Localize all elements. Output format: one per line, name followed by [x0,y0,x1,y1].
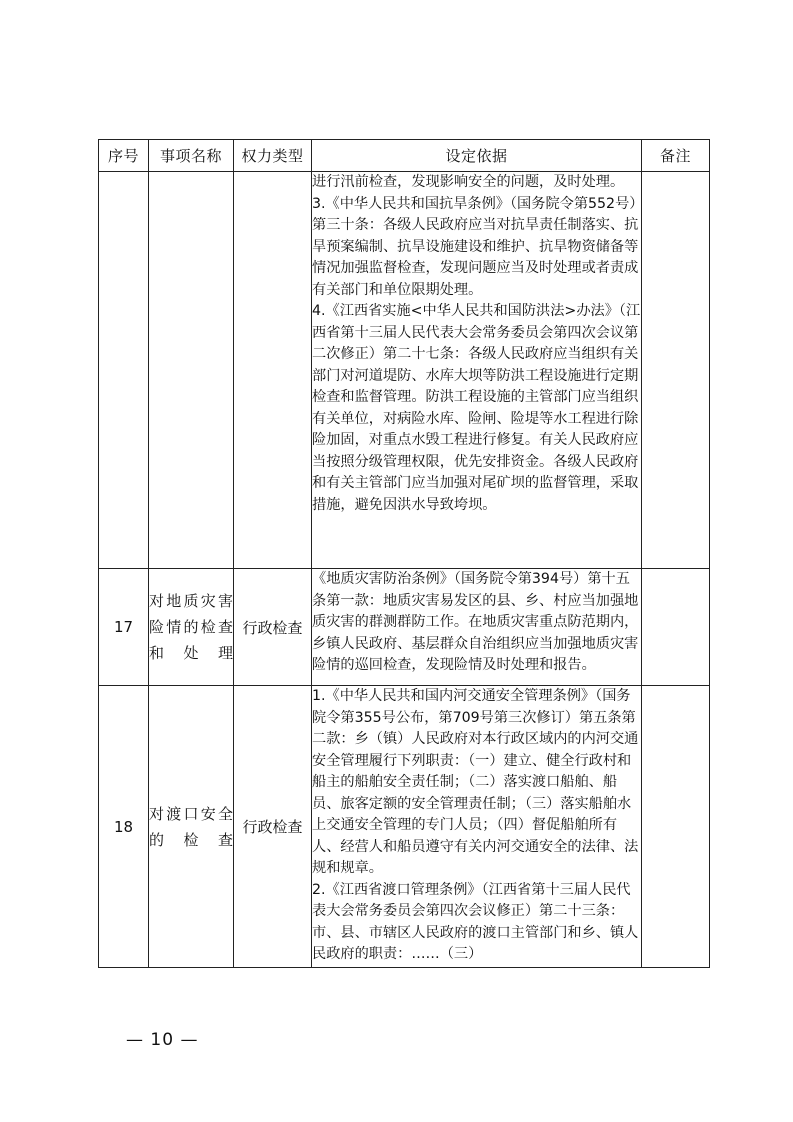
basis-paragraph: 进行汛前检查，发现影响安全的问题，及时处理。 [312,174,625,190]
table-row [99,686,710,968]
table-row [99,569,710,686]
basis-paragraph: 4.《江西省实施<中华人民共和国防洪法>办法》（江西省第十三届人民代表大会常务委员会第四次会议第二次修正）第二十七条：各级人民政府应当组织有关部门对河道堤防、水库大坝等防洪工程设施进行定期检查和监督管理。防洪工程设施的主管部门应当组织有关单位，对病险水库、险闸、险堤等水工程进行除险加固，对重点水毁工程进行修复。有关人民政府应当按照分级管理权限，优先安排资金。各级人民政府和有关主管部门应当加强对尾矿坝的监督管理，采取措施，避免因洪水导致垮坝。 [312,303,641,513]
cell-type: 行政检查 [234,569,312,686]
cell-note [642,569,710,686]
cell-basis [312,569,642,686]
cell-name [149,172,234,569]
header-type: 权力类型 [234,140,312,172]
cell-seq: 17 [99,569,149,686]
page-number: — 10 — [126,1030,199,1050]
basis-paragraph: 3.《中华人民共和国抗旱条例》（国务院令第552号）第三十条：各级人民政府应当对抗旱责任制落实、抗旱预案编制、抗旱设施建设和维护、抗旱物资储备等情况加强监督检查，发现问题应当及时处理或者责成有关部门和单位限期处理。 [312,195,639,298]
cell-basis [312,172,642,569]
header-seq: 序号 [99,140,149,172]
header-note: 备注 [642,140,710,172]
table-header-row [99,140,710,172]
cell-seq [99,172,149,569]
cell-seq: 18 [99,686,149,968]
cell-note [642,686,710,968]
header-basis: 设定依据 [312,140,642,172]
basis-paragraph: 1.《中华人民共和国内河交通安全管理条例》（国务院令第355号公布，第709号第三次修订）第五条第二款：乡（镇）人民政府对本行政区域内的内河交通安全管理履行下列职责：（一）建立、健全行政村和船主的船舶安全责任制；（二）落实渡口船舶、船员、旅客定额的安全管理责任制；（三）落实船舶水上交通安全管理的专门人员；（四）督促船舶所有人、经营人和船员遵守有关内河交通安全的法律、法规和规章。 [312,688,639,876]
header-name: 事项名称 [149,140,234,172]
cell-name: 对地质灾害险情的检查和处理 [149,569,234,686]
cell-basis [312,686,642,968]
document-table [98,139,710,968]
basis-paragraph: 《地质灾害防治条例》（国务院令第394号）第十五条第一款：地质灾害易发区的县、乡、村应当加强地质灾害的群测群防工作。在地质灾害重点防范期内，乡镇人民政府、基层群众自治组织应当加强地质灾害险情的巡回检查，发现险情及时处理和报告。 [312,571,639,673]
cell-type: 行政检查 [234,686,312,968]
table-row [99,172,710,569]
cell-note [642,172,710,569]
cell-name: 对渡口安全的检查 [149,686,234,968]
cell-type [234,172,312,569]
basis-paragraph: 2.《江西省渡口管理条例》（江西省第十三届人民代表大会常务委员会第四次会议修正）第二十三条：市、县、市辖区人民政府的渡口主管部门和乡、镇人民政府的职责：……（三） [312,881,639,962]
